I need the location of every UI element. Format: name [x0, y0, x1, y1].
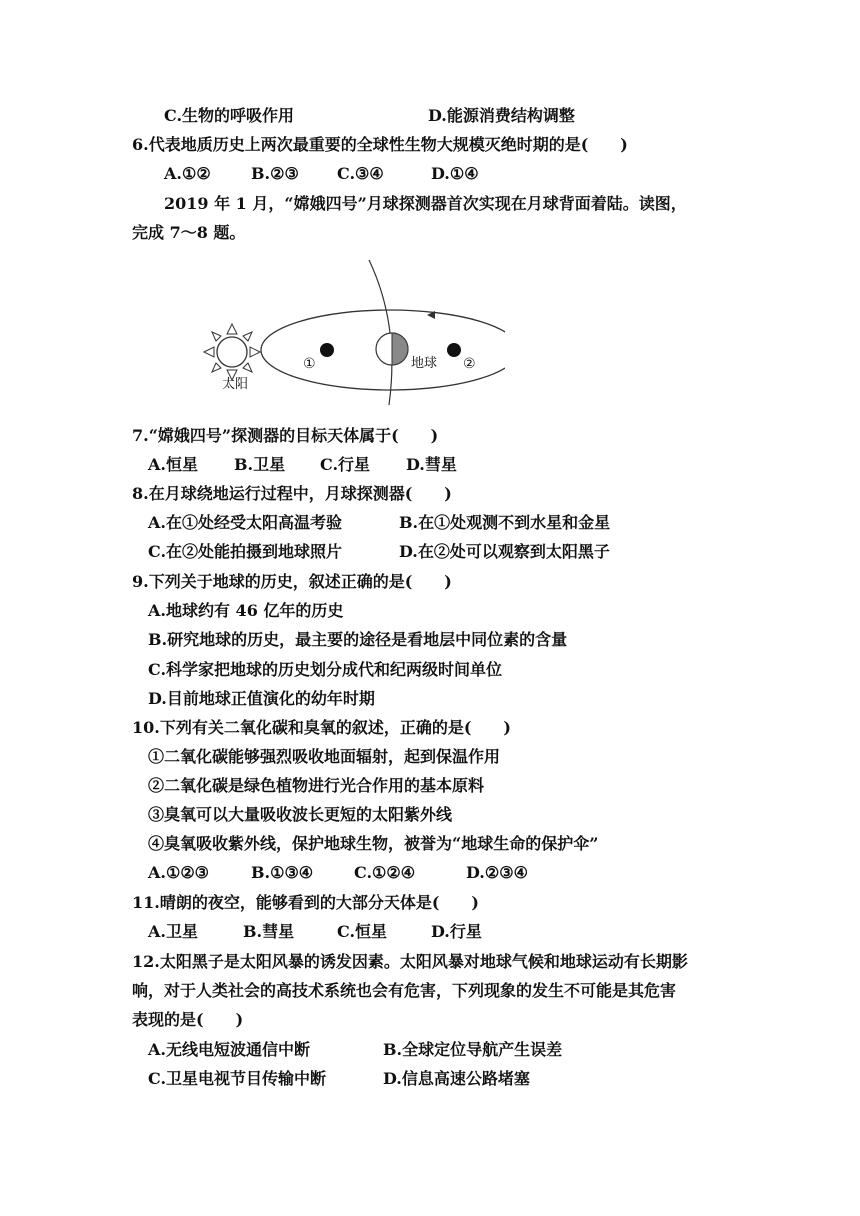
earth-icon [376, 333, 408, 365]
moon-position-2 [447, 343, 461, 357]
q9-option-a: A.地球约有 46 亿年的历史 [148, 601, 344, 620]
q12-option-d: D.信息高速公路堵塞 [383, 1069, 530, 1088]
q11-option-d: D.行星 [431, 922, 482, 941]
q10-option-c: C.①②④ [354, 863, 416, 882]
q12-option-c: C.卫星电视节目传输中断 [148, 1069, 327, 1088]
q9-option-d: D.目前地球正值演化的幼年时期 [148, 689, 375, 708]
earth-label: 地球 [411, 356, 438, 371]
earth-orbit-arc [369, 260, 392, 405]
q10-option-d: D.②③④ [466, 863, 528, 882]
q12-stem-line-2: 响，对于人类社会的高技术系统也会有危害，下列现象的发生不可能是其危害 [132, 981, 677, 1000]
q6-option-a: A.①② [164, 164, 211, 183]
q9-option-b: B.研究地球的历史，最主要的途径是看地层中同位素的含量 [148, 630, 568, 649]
intro-line-2: 完成 7～8 题。 [132, 223, 246, 242]
q10-statement-2: ②二氧化碳是绿色植物进行光合作用的基本原料 [148, 776, 485, 795]
q12-option-a: A.无线电短波通信中断 [148, 1040, 310, 1059]
q8-option-d: D.在②处可以观察到太阳黑子 [399, 542, 610, 561]
q10-option-a: A.①②③ [148, 863, 210, 882]
q7-option-c: C.行星 [320, 455, 371, 474]
intro-line-1: 2019 年 1 月，“嫦娥四号”月球探测器首次实现在月球背面着陆。读图， [164, 194, 687, 213]
q6-option-b: B.②③ [251, 164, 299, 183]
q10-statement-4: ④臭氧吸收紫外线，保护地球生物，被誉为“地球生命的保护伞” [148, 834, 599, 853]
q5-option-c: C.生物的呼吸作用 [164, 106, 295, 125]
q9-option-c: C.科学家把地球的历史划分成代和纪两级时间单位 [148, 660, 503, 679]
q10-statement-1: ①二氧化碳能够强烈吸收地面辐射，起到保温作用 [148, 747, 501, 766]
sun-label: 太阳 [222, 377, 249, 392]
q8-option-c: C.在②处能拍摄到地球照片 [148, 542, 343, 561]
q8-option-b: B.在①处观测不到水星和金星 [399, 513, 611, 532]
position-1-label: ① [303, 356, 316, 372]
q10-stem: 10.下列有关二氧化碳和臭氧的叙述，正确的是( ) [132, 718, 511, 737]
q6-option-c: C.③④ [337, 164, 384, 183]
moon-position-1 [320, 343, 334, 357]
q12-option-b: B.全球定位导航产生误差 [383, 1040, 563, 1059]
q7-stem: 7.“嫦娥四号”探测器的目标天体属于( ) [132, 426, 439, 445]
q7-option-a: A.恒星 [148, 455, 198, 474]
q6-option-d: D.①④ [431, 164, 479, 183]
q9-stem: 9.下列关于地球的历史，叙述正确的是( ) [132, 572, 452, 591]
q8-stem: 8.在月球绕地运行过程中，月球探测器( ) [132, 484, 452, 503]
q11-stem: 11.晴朗的夜空，能够看到的大部分天体是( ) [132, 893, 479, 912]
sun-earth-moon-figure [195, 255, 505, 405]
q10-statement-3: ③臭氧可以大量吸收波长更短的太阳紫外线 [148, 805, 453, 824]
q6-stem: 6.代表地质历史上两次最重要的全球性生物大规模灭绝时期的是( ) [132, 135, 628, 154]
sun-icon [204, 324, 260, 380]
q5-option-d: D.能源消费结构调整 [428, 106, 575, 125]
q12-stem-line-3: 表现的是( ) [132, 1010, 244, 1029]
q12-stem-line-1: 12.太阳黑子是太阳风暴的诱发因素。太阳风暴对地球气候和地球运动有长期影 [132, 952, 688, 971]
q8-option-a: A.在①处经受太阳高温考验 [148, 513, 342, 532]
q11-option-a: A.卫星 [148, 922, 198, 941]
q11-option-b: B.彗星 [243, 922, 295, 941]
q10-option-b: B.①③④ [251, 863, 314, 882]
q7-option-b: B.卫星 [234, 455, 286, 474]
position-2-label: ② [463, 356, 476, 372]
q7-option-d: D.彗星 [406, 455, 457, 474]
q11-option-c: C.恒星 [337, 922, 388, 941]
